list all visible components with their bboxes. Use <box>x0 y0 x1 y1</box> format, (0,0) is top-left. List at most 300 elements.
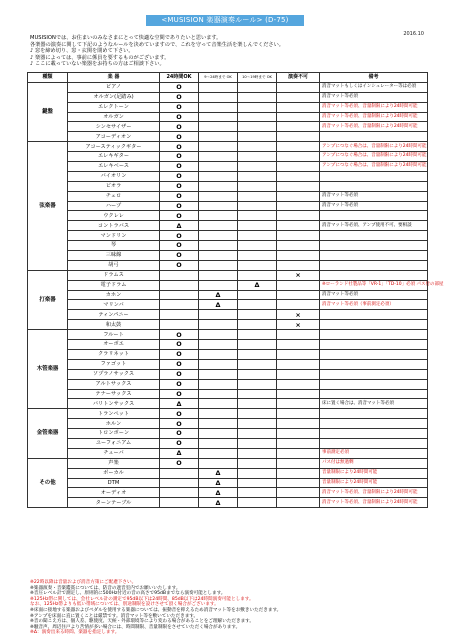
note-cell: 消音マット等必須、音量制限により24時間可能 <box>320 112 428 122</box>
table-row <box>28 162 428 172</box>
rule-mark <box>238 152 277 162</box>
note-cell <box>320 310 428 320</box>
rule-mark <box>199 270 238 280</box>
rule-mark <box>199 241 238 251</box>
rule-mark <box>199 231 238 241</box>
header-instrument: 楽 器 <box>68 73 160 83</box>
rule-mark: Δ <box>199 290 238 300</box>
rule-mark <box>199 112 238 122</box>
instrument-name: オルガン(足踏み) <box>68 92 160 102</box>
rule-mark <box>199 191 238 201</box>
rule-mark: O <box>160 122 199 132</box>
table-row <box>28 211 428 221</box>
rule-mark <box>277 458 320 468</box>
instrument-name: ピアノ <box>68 82 160 92</box>
rule-mark <box>277 171 320 181</box>
rule-mark: O <box>160 112 199 122</box>
instrument-name: オーボエ <box>68 340 160 350</box>
rule-mark <box>277 340 320 350</box>
table-row <box>28 290 428 300</box>
rule-mark: O <box>160 429 199 439</box>
rule-mark: O <box>160 438 199 448</box>
instrument-name: バイオリン <box>68 171 160 181</box>
rule-mark: Δ <box>199 498 238 508</box>
rule-mark <box>238 181 277 191</box>
instrument-name: 胡弓 <box>68 260 160 270</box>
rule-mark: × <box>277 310 320 320</box>
note-cell: アンプにつなぐ場合は、音量制限により24時間可能 <box>320 162 428 172</box>
rule-mark: Δ <box>160 221 199 231</box>
rule-mark <box>199 349 238 359</box>
rule-mark <box>277 102 320 112</box>
header-9-24: 9～24時まで OK <box>199 73 238 83</box>
rule-mark <box>277 260 320 270</box>
rule-mark: O <box>160 241 199 251</box>
category-cell: 木管楽器 <box>28 330 68 409</box>
rule-mark <box>199 260 238 270</box>
instrument-name: アコースティックギター <box>68 142 160 152</box>
note-cell <box>320 231 428 241</box>
rule-mark <box>277 231 320 241</box>
rule-mark <box>199 142 238 152</box>
note-cell: アンプにつなぐ場合は、音量制限により24時間可能 <box>320 152 428 162</box>
table-row <box>28 102 428 112</box>
rule-mark: Δ <box>199 300 238 310</box>
rule-mark: O <box>160 349 199 359</box>
note-cell <box>320 340 428 350</box>
note-cell <box>320 419 428 429</box>
note-cell <box>320 438 428 448</box>
rule-mark: O <box>160 379 199 389</box>
table-row <box>28 201 428 211</box>
rule-mark <box>277 438 320 448</box>
rule-mark <box>238 399 277 409</box>
table-row <box>28 231 428 241</box>
category-cell: 金管楽器 <box>28 409 68 458</box>
category-cell: 鍵盤 <box>28 82 68 141</box>
table-row <box>28 399 428 409</box>
table-row <box>28 438 428 448</box>
rule-mark <box>238 102 277 112</box>
note-cell <box>320 132 428 142</box>
category-cell: 弦楽器 <box>28 142 68 271</box>
instrument-name: 三味線 <box>68 251 160 261</box>
note-cell <box>320 379 428 389</box>
instrument-name: エレキギター <box>68 152 160 162</box>
note-cell: パス付は無過剰 <box>320 458 428 468</box>
rule-mark <box>238 122 277 132</box>
rule-mark <box>199 448 238 458</box>
rule-mark: × <box>277 320 320 330</box>
rule-mark <box>238 369 277 379</box>
table-row <box>28 280 428 290</box>
rule-mark: Δ <box>199 488 238 498</box>
instrument-name: フルート <box>68 330 160 340</box>
rule-mark: O <box>160 201 199 211</box>
table-row <box>28 340 428 350</box>
instrument-name: トロンボーン <box>68 429 160 439</box>
header-not-allowed: 演奏不可 <box>277 73 320 83</box>
rule-mark <box>277 359 320 369</box>
rule-mark <box>199 429 238 439</box>
rule-mark <box>199 340 238 350</box>
instrument-name: オーディオ <box>68 488 160 498</box>
rule-mark <box>199 171 238 181</box>
rule-mark <box>277 399 320 409</box>
rule-mark <box>277 181 320 191</box>
table-row <box>28 142 428 152</box>
rule-mark: O <box>160 171 199 181</box>
footnote-line: ※Δ：演奏出来る時間、楽器を指定します。 <box>30 630 120 636</box>
rule-mark: O <box>160 142 199 152</box>
note-cell: 音量制限により24時間可能 <box>320 468 428 478</box>
rule-mark <box>238 340 277 350</box>
rule-mark <box>160 300 199 310</box>
instrument-name: ティンパニー <box>68 310 160 320</box>
rule-mark: O <box>160 389 199 399</box>
table-row <box>28 419 428 429</box>
instrument-name: マンドリン <box>68 231 160 241</box>
table-row <box>28 171 428 181</box>
rule-mark <box>277 221 320 231</box>
footnote-line: ※アンプを床面に直に置くことは厳禁です。消音マット等を敷いていただきます。 <box>30 613 199 619</box>
note-cell <box>320 260 428 270</box>
rule-mark <box>238 488 277 498</box>
table-row <box>28 320 428 330</box>
rule-mark <box>238 300 277 310</box>
rule-mark: O <box>160 409 199 419</box>
intro-text <box>30 35 430 68</box>
rule-mark <box>277 300 320 310</box>
table-row <box>28 112 428 122</box>
rule-mark: Δ <box>199 478 238 488</box>
note-cell: 消音マット等必須（事前測定必須） <box>320 300 428 310</box>
rule-mark <box>199 379 238 389</box>
instrument-name: ビオラ <box>68 181 160 191</box>
rule-mark: O <box>160 132 199 142</box>
rule-mark <box>238 429 277 439</box>
rule-mark <box>238 82 277 92</box>
rule-mark: O <box>160 152 199 162</box>
rule-mark <box>238 251 277 261</box>
footnote-line: ※音の聞こえ方は、個人差、駆使度、天候・外部環境等により変わる場合があることをご理解いただきます。 <box>30 619 254 625</box>
rule-mark: O <box>160 359 199 369</box>
table-row <box>28 448 428 458</box>
rule-mark <box>238 359 277 369</box>
table-row <box>28 359 428 369</box>
rule-mark <box>277 92 320 102</box>
rule-mark <box>238 132 277 142</box>
rule-mark <box>199 92 238 102</box>
rule-mark <box>277 409 320 419</box>
header-notes: 備考 <box>320 73 428 83</box>
header-category: 種類 <box>28 73 68 83</box>
note-cell <box>320 349 428 359</box>
rule-mark <box>160 478 199 488</box>
instrument-name: DTM <box>68 478 160 488</box>
rule-mark <box>238 498 277 508</box>
rule-mark <box>199 389 238 399</box>
instrument-name: オルガン <box>68 112 160 122</box>
instrument-name: 和太鼓 <box>68 320 160 330</box>
intro-line: 各楽器の演奏に関して下記のようなルールを決めていますので、これを守って音楽生活を楽しんでください。 <box>30 41 284 48</box>
note-cell: 消音マット等必須、音量制限により24時間可能 <box>320 488 428 498</box>
rule-mark <box>238 162 277 172</box>
table-row <box>28 92 428 102</box>
note-cell <box>320 171 428 181</box>
table-row <box>28 478 428 488</box>
note-cell: 消音マット等必須 <box>320 191 428 201</box>
table-row <box>28 498 428 508</box>
rule-mark <box>199 251 238 261</box>
note-cell: 消音マットもしくはインシュレーター等は必須 <box>320 82 428 92</box>
table-row <box>28 132 428 142</box>
table-header-row <box>28 73 428 83</box>
rule-mark <box>199 122 238 132</box>
rule-mark <box>199 132 238 142</box>
rule-mark <box>277 211 320 221</box>
table-row <box>28 241 428 251</box>
note-cell: 消音マット等必須、音量制限により24時間可能 <box>320 498 428 508</box>
rule-mark <box>160 310 199 320</box>
intro-line: ♪ 楽器によっては、事前に係員を要するものがございます。 <box>30 54 170 61</box>
footnote-line: ※騒音声、周辺住戸より苦情が多い場合には、時間制限、音量制限をさせていただく場合があります。 <box>30 624 241 630</box>
rule-mark <box>277 241 320 251</box>
rule-mark <box>199 211 238 221</box>
instrument-name: エレキベース <box>68 162 160 172</box>
rule-mark <box>238 112 277 122</box>
instrument-name: バリトンサックス <box>68 399 160 409</box>
table-row <box>28 488 428 498</box>
page-title: <MUSISION 楽器演奏ルール> (D-75) <box>146 15 304 26</box>
instrument-name: ウクレレ <box>68 211 160 221</box>
table-row <box>28 300 428 310</box>
intro-line: ♪ ここに載っていない楽器をお持ちの方はご相談下さい。 <box>30 61 165 68</box>
note-cell: ※ローランド社製品等「VR-1」「TD-10」必須 パス付の部屋 <box>320 280 428 290</box>
rule-mark <box>277 251 320 261</box>
instrument-name: アルトサックス <box>68 379 160 389</box>
rule-mark <box>238 191 277 201</box>
rule-mark <box>277 122 320 132</box>
rule-mark: Δ <box>199 468 238 478</box>
rule-mark <box>238 142 277 152</box>
rule-mark <box>277 429 320 439</box>
rule-mark <box>277 379 320 389</box>
table-row <box>28 310 428 320</box>
rule-mark: O <box>160 260 199 270</box>
footnotes <box>30 580 430 636</box>
note-cell <box>320 389 428 399</box>
note-cell <box>320 270 428 280</box>
rule-mark <box>238 389 277 399</box>
table-row <box>28 349 428 359</box>
rule-mark: Δ <box>160 399 199 409</box>
rule-mark <box>160 488 199 498</box>
note-cell <box>320 359 428 369</box>
rule-mark <box>277 162 320 172</box>
rule-mark <box>199 399 238 409</box>
note-cell: 消音マット等必須、音量制限により24時間可能 <box>320 122 428 132</box>
rule-mark: O <box>160 458 199 468</box>
note-cell: 消音マット等必須 <box>320 290 428 300</box>
rule-mark: O <box>160 162 199 172</box>
rule-mark <box>238 260 277 270</box>
rule-mark <box>277 280 320 290</box>
rule-mark <box>277 468 320 478</box>
table-row <box>28 221 428 231</box>
rule-mark <box>277 290 320 300</box>
rule-mark <box>277 419 320 429</box>
rule-mark <box>238 330 277 340</box>
rule-mark <box>199 369 238 379</box>
table-row <box>28 379 428 389</box>
rule-mark <box>277 330 320 340</box>
note-cell: 消音マット等必須、アンプ使用不可、要相談 <box>320 221 428 231</box>
rule-mark <box>277 498 320 508</box>
note-cell <box>320 369 428 379</box>
rule-mark <box>277 478 320 488</box>
instrument-name: チェロ <box>68 191 160 201</box>
rule-mark <box>238 231 277 241</box>
note-cell: 消音マット等必須 <box>320 92 428 102</box>
note-cell: 消音マット等必須、音量制限により24時間可能 <box>320 102 428 112</box>
footnote-line: ※音圧レベル計で測定し、原則的に500Hz付近の音の高さで95dBまでなら演奏可能とします。 <box>30 591 226 597</box>
instrument-name: トランペット <box>68 409 160 419</box>
instrument-name: 電子ドラム <box>68 280 160 290</box>
rule-mark <box>199 82 238 92</box>
rule-mark <box>199 330 238 340</box>
table-row <box>28 82 428 92</box>
rule-mark <box>199 102 238 112</box>
rule-mark <box>277 448 320 458</box>
note-cell: アンプにつなぐ場合は、音量制限により24時間可能 <box>320 142 428 152</box>
rule-mark <box>277 201 320 211</box>
rule-mark <box>238 270 277 280</box>
rule-mark <box>199 221 238 231</box>
rule-mark: O <box>160 419 199 429</box>
rule-mark <box>160 270 199 280</box>
rule-mark <box>238 320 277 330</box>
category-cell: 打楽器 <box>28 270 68 329</box>
rule-mark <box>238 448 277 458</box>
intro-line: ♪ 窓を締め切り、窓・玄関を閉めて下さい。 <box>30 48 134 55</box>
instrument-name: 声楽 <box>68 458 160 468</box>
rule-mark <box>199 280 238 290</box>
footnote-line: ※楽器演奏・音楽鑑賞については、防音の遮音室内でお願いいたします。 <box>30 585 181 591</box>
rule-mark <box>238 468 277 478</box>
table-row <box>28 270 428 280</box>
rule-mark <box>238 419 277 429</box>
rule-mark <box>277 112 320 122</box>
instrument-name: ホルン <box>68 419 160 429</box>
rule-mark: O <box>160 181 199 191</box>
rule-mark: O <box>160 369 199 379</box>
table-row <box>28 429 428 439</box>
note-cell <box>320 330 428 340</box>
instrument-name: マリンバ <box>68 300 160 310</box>
rule-mark: O <box>160 191 199 201</box>
rule-mark: O <box>160 211 199 221</box>
rule-mark <box>238 221 277 231</box>
note-cell <box>320 241 428 251</box>
instrument-name: クラリネット <box>68 349 160 359</box>
rule-mark <box>160 498 199 508</box>
instrument-name: ハープ <box>68 201 160 211</box>
rule-mark <box>160 280 199 290</box>
instrument-name: アコーディオン <box>68 132 160 142</box>
rule-mark <box>160 290 199 300</box>
instrument-name: シンセサイザー <box>68 122 160 132</box>
table-row <box>28 152 428 162</box>
rule-mark <box>238 458 277 468</box>
rule-mark <box>199 152 238 162</box>
rule-mark <box>277 369 320 379</box>
note-cell <box>320 320 428 330</box>
rule-mark <box>199 419 238 429</box>
table-row <box>28 409 428 419</box>
rule-mark <box>277 191 320 201</box>
instrument-name: エレクトーン <box>68 102 160 112</box>
rule-mark <box>160 320 199 330</box>
rule-mark <box>238 409 277 419</box>
instrument-name: ファゴット <box>68 359 160 369</box>
instrument-name: ドラムス <box>68 270 160 280</box>
instrument-name: チューバ <box>68 448 160 458</box>
instrument-name: テナーサックス <box>68 389 160 399</box>
rule-mark: Δ <box>238 280 277 290</box>
note-cell <box>320 211 428 221</box>
rule-mark <box>199 310 238 320</box>
instrument-rules-table <box>27 72 444 508</box>
rule-mark <box>277 132 320 142</box>
rule-mark <box>238 379 277 389</box>
issue-date: 2016.10 <box>403 31 424 37</box>
rule-mark <box>238 241 277 251</box>
header-24h: 24時間OK <box>160 73 199 83</box>
rule-mark <box>199 438 238 448</box>
table-row <box>28 369 428 379</box>
rule-mark <box>238 438 277 448</box>
table-row <box>28 122 428 132</box>
table-row <box>28 330 428 340</box>
rule-mark: O <box>160 231 199 241</box>
rule-mark <box>199 359 238 369</box>
rule-mark <box>238 310 277 320</box>
footnote-line: ※22時以降は音量および消音方策にご配慮下さい。 <box>30 580 137 585</box>
rule-mark <box>277 82 320 92</box>
rule-mark: O <box>160 92 199 102</box>
table-row <box>28 251 428 261</box>
note-cell: 床に置く場合は、消音マット等必須 <box>320 399 428 409</box>
rule-mark <box>277 349 320 359</box>
rule-mark <box>238 349 277 359</box>
rule-mark <box>199 201 238 211</box>
rule-mark <box>199 458 238 468</box>
note-cell <box>320 409 428 419</box>
header-10-19: 10～19時まで OK <box>238 73 277 83</box>
table-row <box>28 260 428 270</box>
rule-mark: O <box>160 102 199 112</box>
note-cell: 事前測定必須 <box>320 448 428 458</box>
instrument-name: ソプラノサックス <box>68 369 160 379</box>
rule-mark: O <box>160 340 199 350</box>
rule-mark <box>277 389 320 399</box>
rule-mark: O <box>160 330 199 340</box>
rule-mark <box>238 211 277 221</box>
rule-mark: O <box>160 251 199 261</box>
note-cell: 消音マット等必須 <box>320 201 428 211</box>
rule-mark <box>199 181 238 191</box>
